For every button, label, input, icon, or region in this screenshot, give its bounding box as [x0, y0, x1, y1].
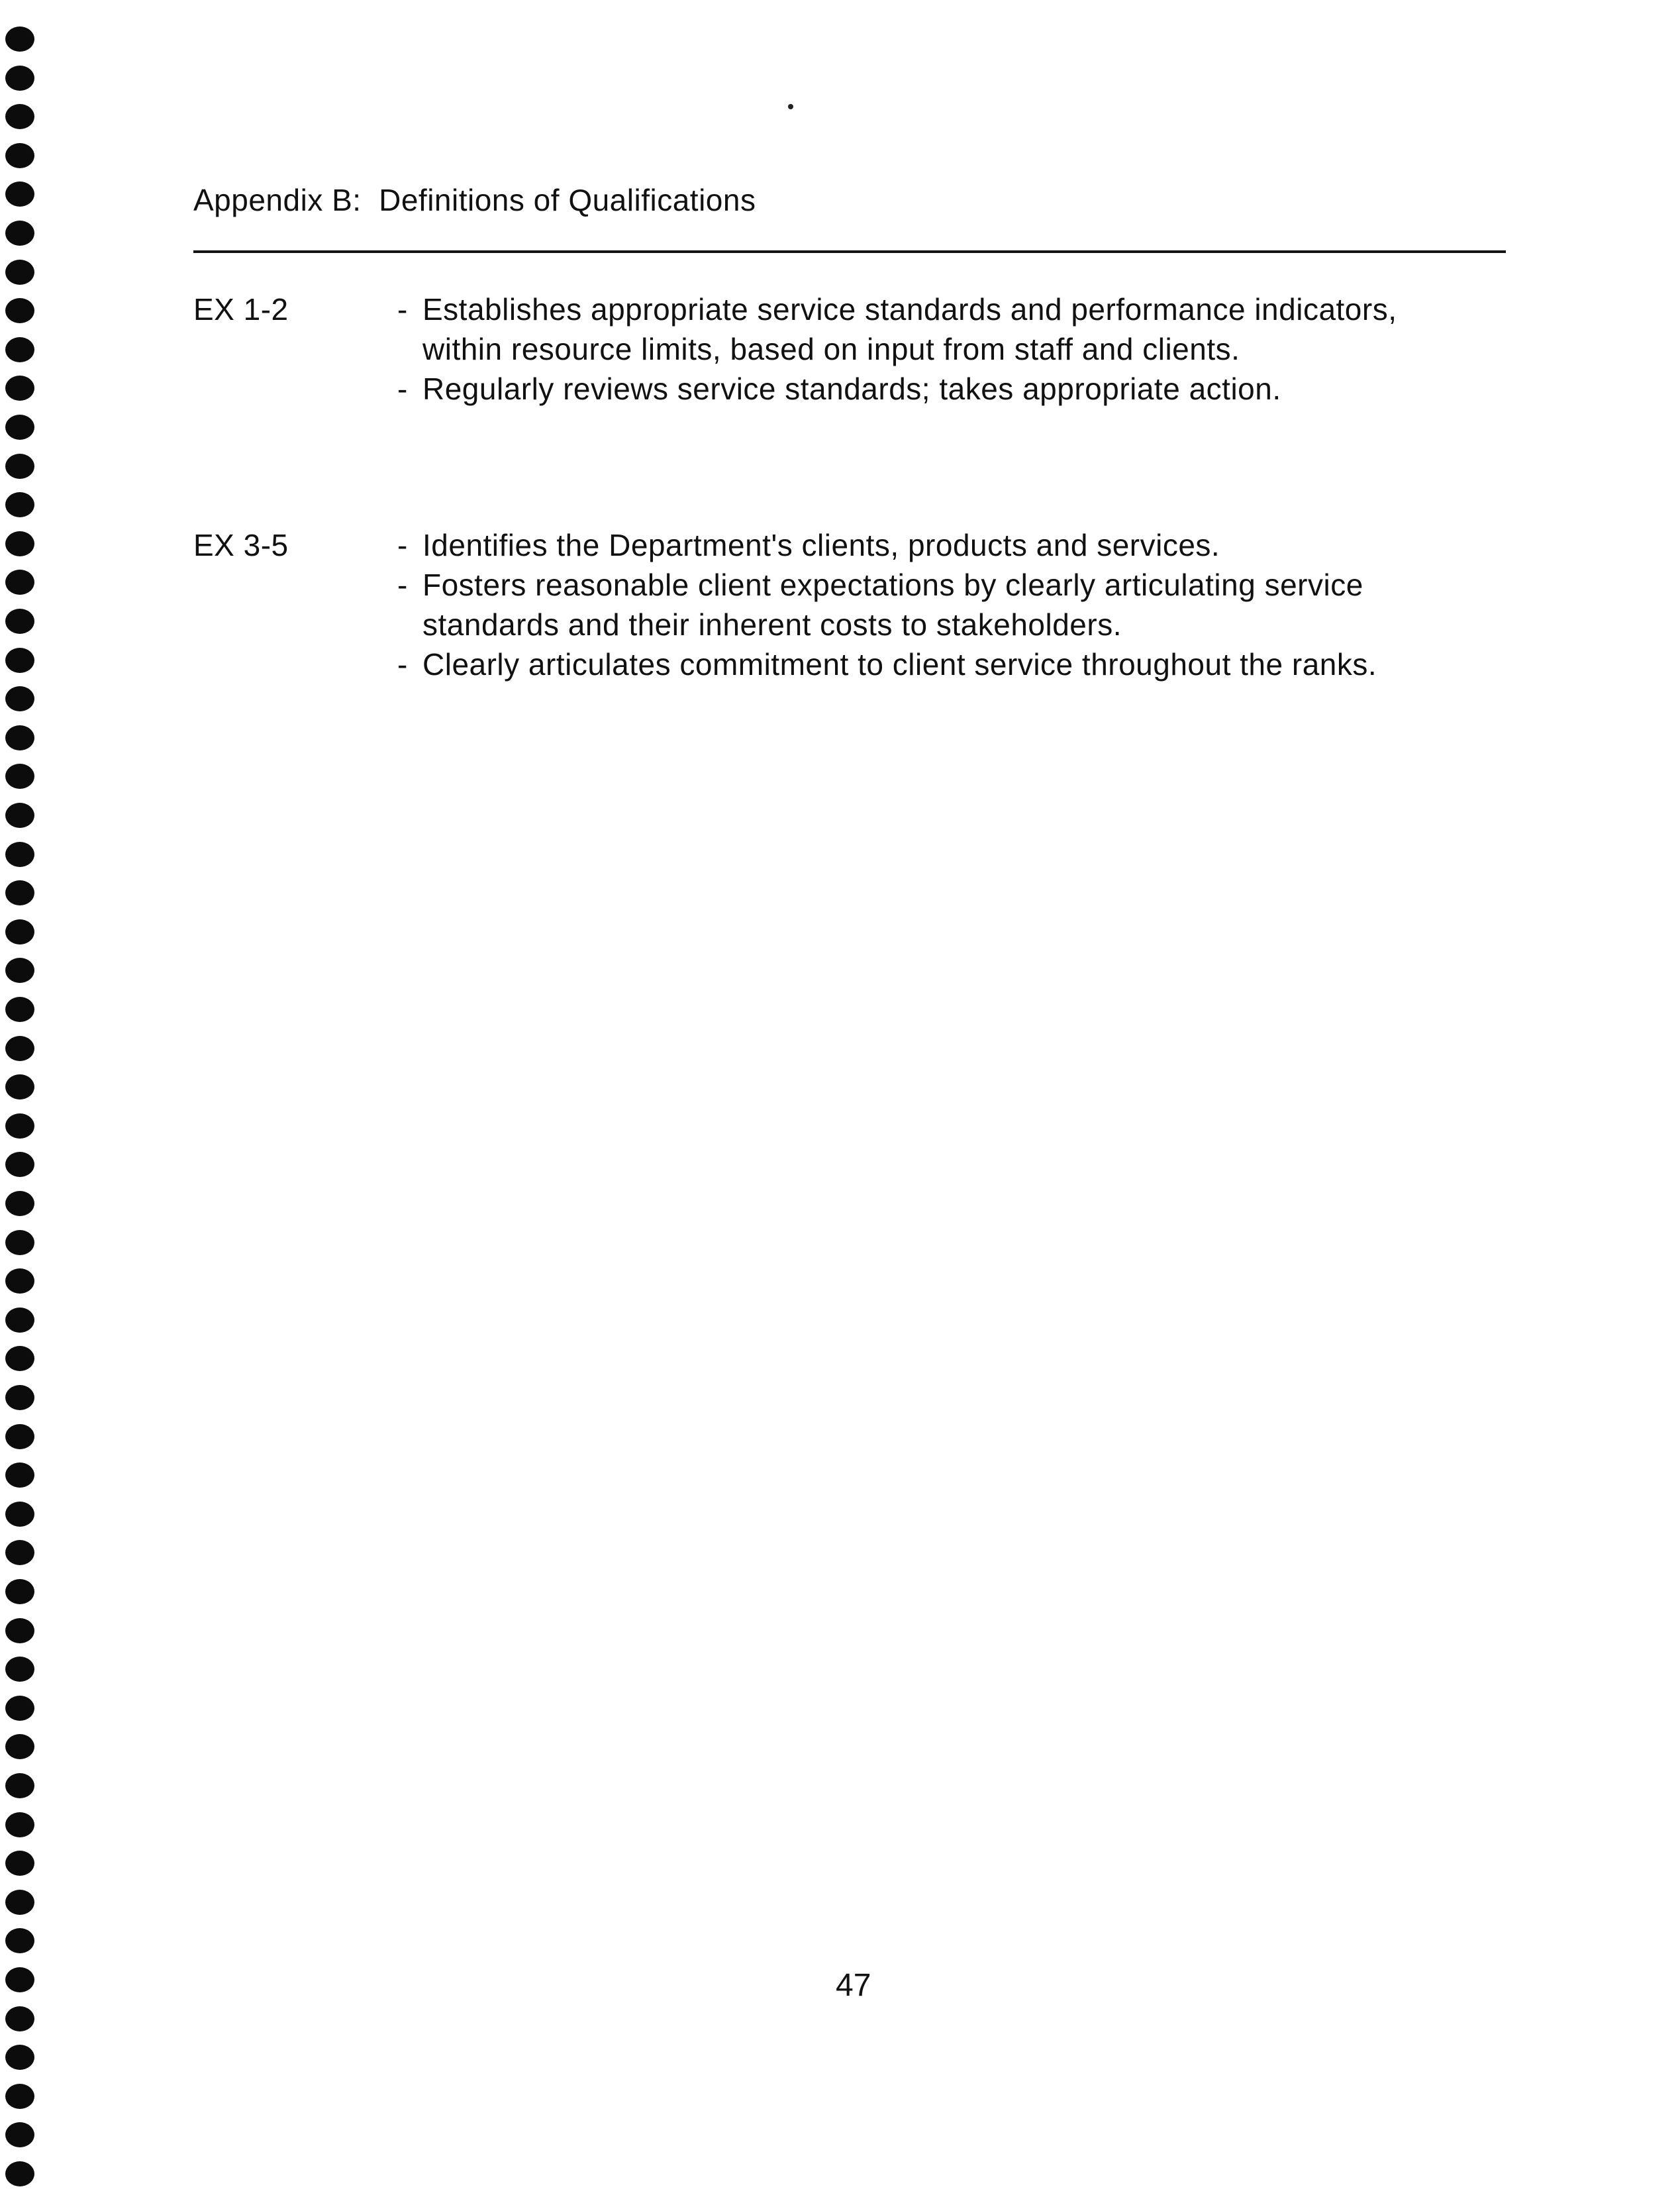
list-item — [397, 565, 1391, 644]
binder-hole — [5, 764, 34, 789]
qualification-list-ex-3-5 — [397, 525, 1391, 684]
binder-hole — [5, 298, 34, 323]
binder-hole — [5, 376, 34, 401]
qualification-code-ex-1-2: EX 1-2 — [193, 292, 289, 327]
list-item — [397, 525, 1391, 565]
list-dash: - — [397, 568, 408, 602]
binder-hole — [5, 1152, 34, 1177]
binder-hole — [5, 686, 34, 711]
binder-hole — [5, 143, 34, 168]
list-dash: - — [397, 528, 408, 562]
list-dash: - — [397, 647, 408, 682]
binder-hole — [5, 958, 34, 983]
binder-hole — [5, 181, 34, 207]
binder-hole — [5, 221, 34, 246]
binder-hole — [5, 1191, 34, 1216]
binder-hole — [5, 2006, 34, 2031]
binder-hole — [5, 66, 34, 91]
binder-hole — [5, 1696, 34, 1721]
binder-hole — [5, 1036, 34, 1061]
list-item-text: Identifies the Department's clients, products and services. — [422, 528, 1220, 562]
binder-hole — [5, 1812, 34, 1837]
list-item-text: Fosters reasonable client expectations by clearly articulating service standards and their inherent costs to stakeholders. — [422, 568, 1363, 642]
binder-hole — [5, 919, 34, 945]
binder-hole — [5, 1385, 34, 1410]
binder-hole — [5, 725, 34, 750]
list-dash: - — [397, 372, 408, 406]
list-item-text: Regularly reviews service standards; takes appropriate action. — [422, 372, 1281, 406]
binder-hole — [5, 104, 34, 129]
list-item — [397, 369, 1444, 409]
list-dash: - — [397, 292, 408, 327]
binder-hole — [5, 648, 34, 673]
list-item — [397, 289, 1444, 369]
binder-hole — [5, 1579, 34, 1604]
binder-hole — [5, 1773, 34, 1798]
binder-hole — [5, 337, 34, 362]
binder-hole — [5, 609, 34, 634]
binder-hole — [5, 1462, 34, 1488]
binder-hole — [5, 531, 34, 556]
binder-hole — [5, 1424, 34, 1449]
qualification-code-ex-3-5: EX 3-5 — [193, 528, 289, 562]
binder-hole — [5, 1540, 34, 1565]
binder-hole — [5, 415, 34, 440]
list-item — [397, 644, 1391, 684]
binder-hole — [5, 842, 34, 867]
list-item-text: Clearly articulates commitment to client service throughout the ranks. — [422, 647, 1377, 682]
binder-hole — [5, 1734, 34, 1759]
binder-hole — [5, 1890, 34, 1915]
binder-hole — [5, 1928, 34, 1953]
binder-hole — [5, 260, 34, 285]
qualification-list-ex-1-2 — [397, 289, 1444, 409]
binder-hole — [5, 1113, 34, 1139]
binder-hole — [5, 1307, 34, 1333]
binder-hole — [5, 880, 34, 905]
page-heading: Appendix B: Definitions of Qualifications — [193, 183, 756, 217]
binder-hole — [5, 1346, 34, 1371]
binder-hole — [5, 1268, 34, 1294]
binder-hole — [5, 2122, 34, 2147]
binder-hole — [5, 1851, 34, 1876]
binder-hole — [5, 1657, 34, 1682]
binder-hole — [5, 2161, 34, 2186]
binder-hole — [5, 803, 34, 828]
scan-speck — [788, 104, 793, 109]
list-item-text: Establishes appropriate service standards and performance indicators, within resource limits, based on input from staff and clients. — [422, 292, 1397, 366]
binder-hole — [5, 997, 34, 1022]
binder-hole — [5, 454, 34, 479]
page-number: 47 — [836, 1968, 871, 2003]
binder-hole — [5, 1967, 34, 1992]
binder-hole — [5, 2045, 34, 2070]
binder-hole — [5, 492, 34, 517]
binder-hole — [5, 1230, 34, 1255]
binder-hole — [5, 1502, 34, 1527]
binder-hole — [5, 1074, 34, 1100]
binder-hole — [5, 26, 34, 52]
heading-rule — [193, 250, 1506, 253]
binder-hole — [5, 2084, 34, 2109]
binder-hole — [5, 570, 34, 595]
binder-hole — [5, 1618, 34, 1643]
binder-holes — [0, 26, 40, 2192]
